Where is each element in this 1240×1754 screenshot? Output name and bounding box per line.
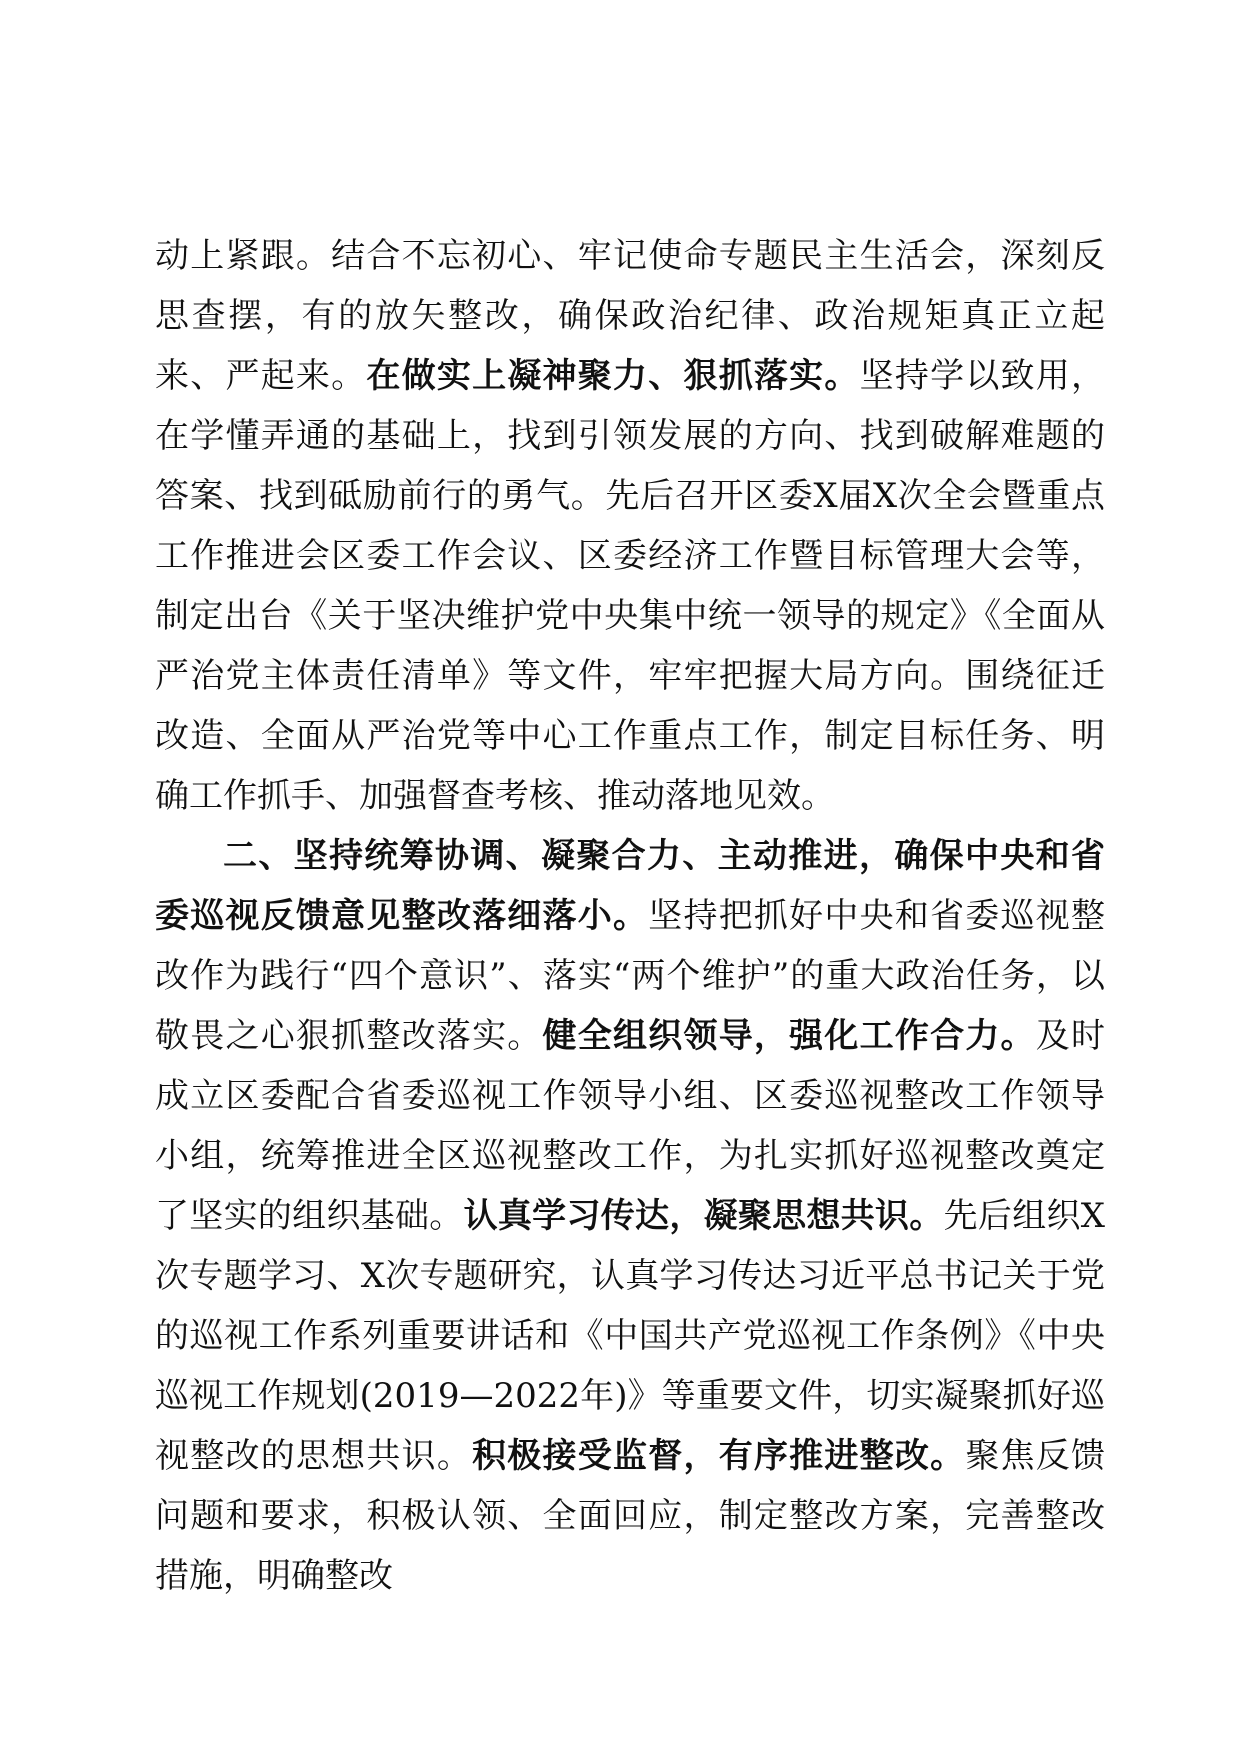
section-heading-run: 二、坚持统筹协调、凝聚合力、主动推进，确保中央和省委巡视反馈意见整改落细落小。: [155, 836, 1105, 936]
paragraph-1: [155, 226, 1105, 826]
bold-heading-run: 在做实上凝神聚力、狠抓落实。: [366, 356, 860, 396]
document-body: [155, 226, 1105, 1606]
text-run: 坚持把抓好中央和省委巡视整改作为践行“四个意识”、落实“两个维护”的重大政治任务，以敬畏之心狠抓整改落实。: [155, 896, 1106, 1056]
text-run: 先后组织X次专题学习、X次专题研究，认真学习传达习近平总书记关于党的巡视工作系列重要讲话和《中国共产党巡视工作条例》《中央巡视工作规划(2019—2022年)》等重要文件，切实凝聚抓好巡视整改的思想共识。: [155, 1196, 1105, 1476]
bold-heading-run: 健全组织领导，强化工作合力。: [542, 1016, 1036, 1056]
text-run: 坚持学以致用，在学懂弄通的基础上，找到引领发展的方向、找到破解难题的答案、找到砥励前行的勇气。先后召开区委X届X次全会暨重点工作推进会区委工作会议、区委经济工作暨目标管理大会等，制定出台《关于坚决维护党中央集中统一领导的规定》《全面从严治党主体责任清单》等文件，牢牢把握大局方向。围绕征迁改造、全面从严治党等中心工作重点工作，制定目标任务、明确工作抓手、加强督查考核、推动落地见效。: [155, 356, 1106, 816]
text-run: 动上紧跟。结合不忘初心、牢记使命专题民主生活会，深刻反思查摆，有的放矢整改，确保政治纪律、政治规矩真正立起来、严起来。: [155, 236, 1105, 396]
bold-heading-run: 认真学习传达，凝聚思想共识。: [463, 1196, 944, 1236]
bold-heading-run: 积极接受监督，有序推进整改。: [472, 1436, 966, 1476]
text-run: 聚焦反馈问题和要求，积极认领、全面回应，制定整改方案，完善整改措施，明确整改: [155, 1436, 1106, 1596]
paragraph-2: [155, 826, 1105, 1606]
text-run: 及时成立区委配合省委巡视工作领导小组、区委巡视整改工作领导小组，统筹推进全区巡视整改工作，为扎实抓好巡视整改奠定了坚实的组织基础。: [155, 1016, 1106, 1236]
